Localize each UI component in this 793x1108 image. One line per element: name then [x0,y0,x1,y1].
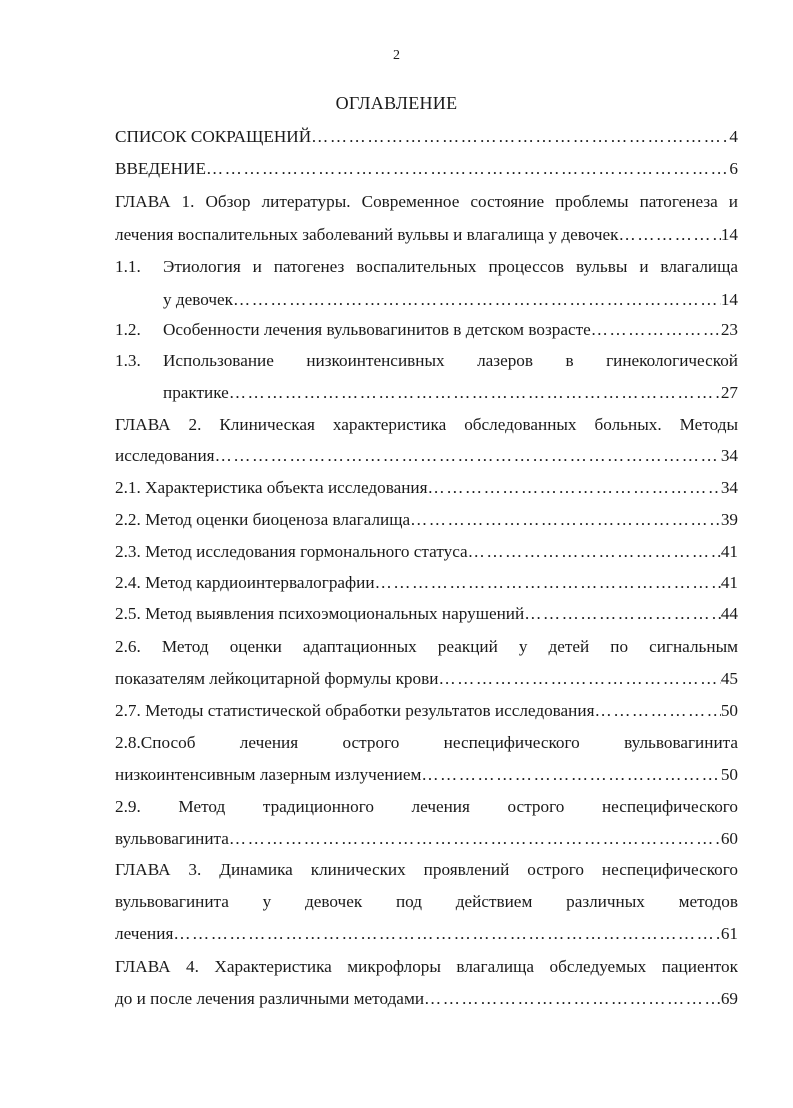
toc-entry-text: лечения [115,924,174,943]
toc-title: ОГЛАВЛЕНИЕ [335,93,458,113]
toc-section-number: 1.2. [115,320,141,339]
toc-leader-dots [619,220,721,250]
toc-section-number: 1.3. [115,351,141,370]
toc-entry-page: 6 [729,159,738,178]
toc-section-2-8-line-1: 2.8.Способ лечения острого неспецифического вульвовагинита [115,733,738,752]
toc-entry-page: 69 [720,989,738,1008]
toc-entry-text: низкоинтенсивным лазерным излучением [115,765,422,784]
toc-entry-text: 2.1. Характеристика объекта исследования [115,478,428,497]
toc-entry-text: 2.5. Метод выявления психоэмоциональных нарушений [115,604,525,623]
toc-entry-page: 27 [720,383,738,402]
toc-section-2-4 [115,568,738,598]
toc-leader-dots [206,154,729,184]
toc-entry-text: у девочек [163,290,234,309]
toc-entry-text: 2.2. Метод оценки биоценоза влагалища [115,510,411,529]
toc-leader-dots [375,568,721,598]
toc-section-2-9-line-2 [115,824,738,854]
toc-entry-text: 2.4. Метод кардиоинтервалографии [115,573,375,592]
toc-leader-dots [215,441,721,471]
toc-leader-dots [595,696,721,726]
toc-entry-introduction [115,154,738,184]
toc-entry-page: 61 [720,924,738,943]
toc-entry-page: 44 [720,604,738,623]
toc-chapter-1-line-1: ГЛАВА 1. Обзор литературы. Современное состояние проблемы патогенеза и [115,192,738,211]
toc-entry-text: ВВЕДЕНИЕ [115,159,206,178]
toc-leader-dots [311,122,729,152]
toc-leader-dots [173,919,720,949]
toc-chapter-4-line-1: ГЛАВА 4. Характеристика микрофлоры влагалища обследуемых пациенток [115,957,738,976]
toc-entry-page: 14 [720,290,738,309]
toc-entry-page: 60 [720,829,738,848]
toc-leader-dots [424,984,721,1014]
toc-entry-page: 50 [720,765,738,784]
toc-chapter-3-line-2: вульвовагинита у девочек под действием различных методов [115,892,738,911]
toc-leader-dots [410,505,721,535]
toc-entry-text: до и после лечения различными методами [115,989,425,1008]
toc-entry-text: 2.3. Метод исследования гормонального статуса [115,542,468,561]
toc-entry-text: вульвовагинита [115,829,229,848]
toc-section-2-2 [115,505,738,535]
toc-section-2-7 [115,696,738,726]
toc-chapter-1-line-2 [115,220,738,250]
toc-leader-dots [438,664,720,694]
toc-section-2-8-line-2 [115,760,738,790]
toc-section-1-2 [163,315,738,345]
toc-entry-page: 41 [720,573,738,592]
toc-chapter-4-line-2 [115,984,738,1014]
toc-section-2-6-line-1: 2.6. Метод оценки адаптационных реакций у детей по сигнальным [115,637,738,656]
toc-entry-page: 4 [729,127,738,146]
toc-entry-text: лечения воспалительных заболеваний вульвы и влагалища у девочек [115,225,619,244]
toc-section-1-1-line-2 [163,285,738,315]
toc-leader-dots [468,537,721,567]
toc-section-2-1 [115,473,738,503]
toc-leader-dots [233,285,721,315]
toc-chapter-3-line-3 [115,919,738,949]
toc-section-1-3-line-1: Использование низкоинтенсивных лазеров в гинекологической [163,351,738,370]
toc-entry-page: 23 [720,320,738,339]
toc-section-2-3 [115,537,738,567]
toc-entry-text: СПИСОК СОКРАЩЕНИЙ [115,127,312,146]
toc-entry-text: исследования [115,446,215,465]
toc-leader-dots [591,315,721,345]
toc-section-2-6-line-2 [115,664,738,694]
toc-entry-page: 39 [720,510,738,529]
toc-entry-page: 50 [720,701,738,720]
toc-entry-text: Особенности лечения вульвовагинитов в детском возрасте [163,320,591,339]
toc-entry-text: показателям лейкоцитарной формулы крови [115,669,439,688]
toc-chapter-2-line-2 [115,441,738,471]
toc-entry-text: 2.7. Методы статистической обработки результатов исследования [115,701,595,720]
toc-chapter-2-line-1: ГЛАВА 2. Клиническая характеристика обследованных больных. Методы [115,415,738,434]
toc-entry-abbreviations [115,122,738,152]
toc-section-number: 1.1. [115,257,141,276]
toc-leader-dots [421,760,720,790]
toc-leader-dots [428,473,721,503]
page-number: 2 [393,48,400,63]
toc-entry-page: 34 [720,446,738,465]
toc-entry-page: 45 [720,669,738,688]
toc-entry-page: 14 [720,225,738,244]
toc-leader-dots [229,378,721,408]
toc-entry-page: 41 [720,542,738,561]
toc-section-1-1-line-1: Этиология и патогенез воспалительных процессов вульвы и влагалища [163,257,738,276]
toc-section-2-5 [115,599,738,629]
toc-section-2-9-line-1: 2.9. Метод традиционного лечения острого неспецифического [115,797,738,816]
toc-entry-text: практике [163,383,229,402]
toc-leader-dots [229,824,721,854]
toc-section-1-3-line-2 [163,378,738,408]
toc-entry-page: 34 [720,478,738,497]
toc-leader-dots [524,599,721,629]
toc-chapter-3-line-1: ГЛАВА 3. Динамика клинических проявлений острого неспецифического [115,860,738,879]
